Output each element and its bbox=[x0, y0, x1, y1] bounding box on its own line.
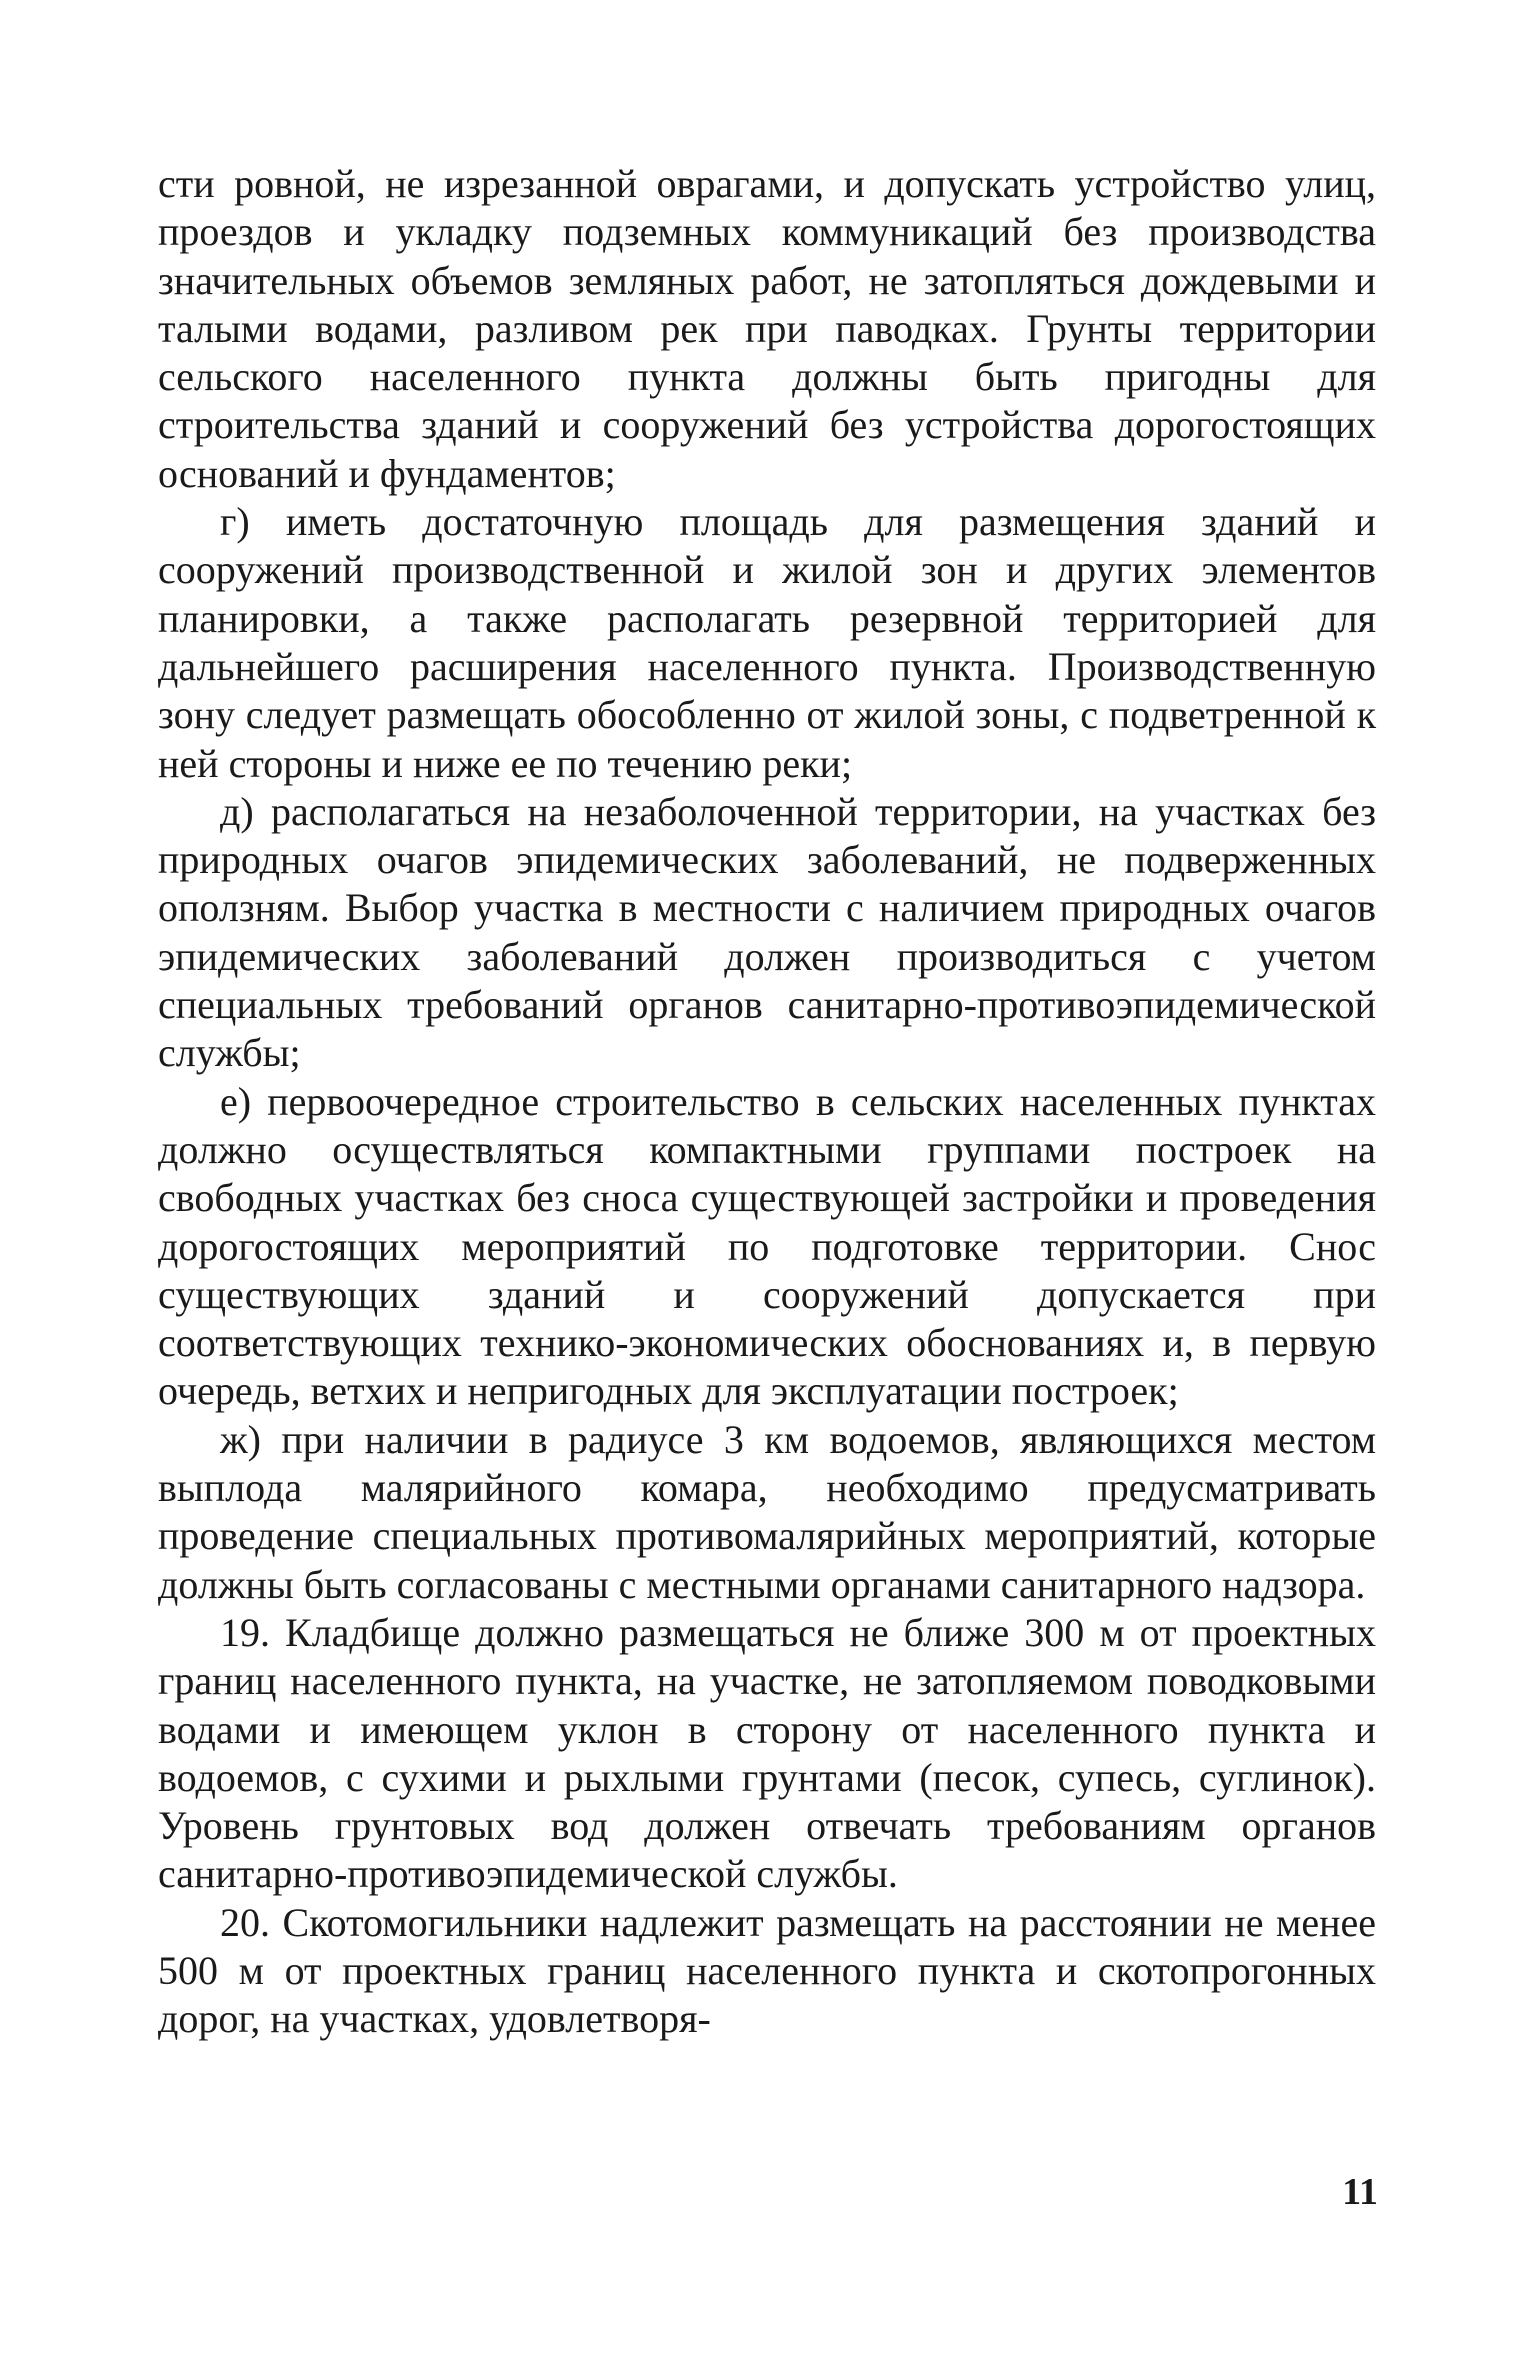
paragraph-item-e: е) первоочередное строительство в сельских населенных пунктах должно осуществляться компактными группами построек на свободных участках без сноса существующей застройки и проведения дорогостоящих мероприятий по подготовке территории. Снос существующих зданий и сооружений допускается при соответствующих технико-экономических обоснованиях и, в первую очередь, ветхих и непригодных для эксплуатации построек; bbox=[158, 1078, 1376, 1414]
paragraph-continuation: сти ровной, не изрезанной оврагами, и допускать устройство улиц, проездов и укладку подземных коммуникаций без производства значительных объемов земляных работ, не затопляться дождевыми и талыми водами, разливом рек при паводках. Грунты территории сельского населенного пункта должны быть пригодны для строительства зданий и сооружений без устройства дорогостоящих оснований и фундаментов; bbox=[158, 161, 1376, 496]
paragraph-item-d: д) располагаться на незаболоченной территории, на участках без природных очагов эпидемических заболеваний, не подверженных оползням. Выбор участка в местности с наличием природных очагов эпидемических заболеваний должен производиться с учетом специальных требований органов санитарно-противоэпидемической службы; bbox=[158, 788, 1376, 1076]
body-text bbox=[158, 160, 1376, 2044]
paragraph-item-g: г) иметь достаточную площадь для размещения зданий и сооружений производственной и жилой зон и других элементов планировки, а также располагать резервной территорией для дальнейшего расширения населенного пункта. Производственную зону следует размещать обособленно от жилой зоны, с подветренной к ней стороны и ниже ее по течению реки; bbox=[158, 499, 1376, 786]
paragraph-item-zh: ж) при наличии в радиусе 3 км водоемов, являющихся местом выплода малярийного комара, необходимо предусматривать проведение специальных противомалярийных мероприятий, которые должны быть согласованы с местными органами санитарного надзора. bbox=[158, 1416, 1376, 1607]
paragraph-19: 19. Кладбище должно размещаться не ближе 300 м от проектных границ населенного пункта, на участке, не затопляемом поводковыми водами и имеющем уклон в сторону от населенного пункта и водоемов, с сухими и рыхлыми грунтами (песок, супесь, суглинок). Уровень грунтовых вод должен отвечать требованиям органов санитарно-противоэпидемической службы. bbox=[158, 1609, 1376, 1897]
page-number: 11 bbox=[1342, 2171, 1378, 2213]
paragraph-20: 20. Скотомогильники надлежит размещать на расстоянии не менее 500 м от проектных границ населенного пункта и скотопрогонных дорог, на участках, удовлетворя- bbox=[158, 1899, 1376, 2042]
